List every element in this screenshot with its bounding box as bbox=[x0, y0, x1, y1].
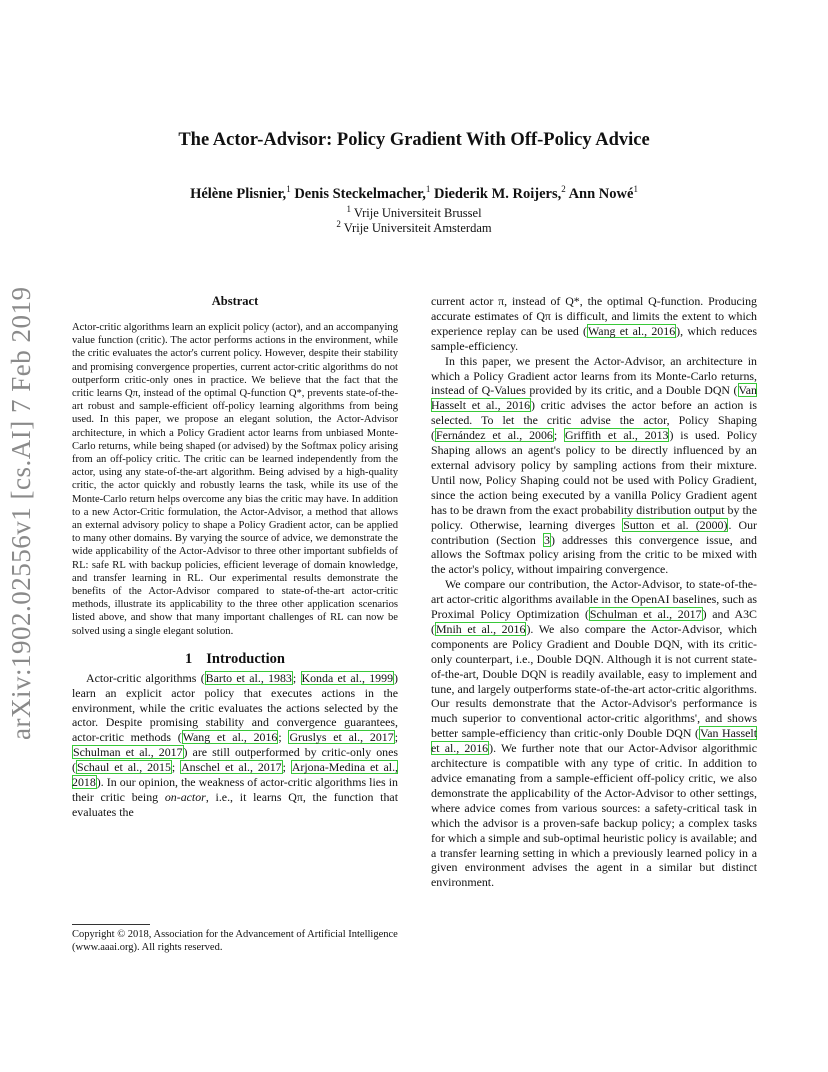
author-name: Diederik M. Roijers, bbox=[434, 185, 562, 202]
author-affiliation-mark: 1 bbox=[633, 184, 638, 194]
citation-link[interactable]: Mnih et al., 2016 bbox=[435, 621, 526, 636]
intro-paragraph: We compare our contribution, the Actor-Advisor, to state-of-the-art actor-critic algorithms available in the OpenAI baselines, such as Proximal Policy Optimization (Schulman et al., 2017) and A3C (Mnih et al., 2016). We also compare the Actor-Advisor, which components are Policy Gradient and Double DQN, with its critic-only counterpart, i.e., Double DQN. Although it is not current state-of-the-art, Double DQN is readily available, easy to implement and tune, and largely outperforms state-of-the-art actor-critic algorithms. Our results demonstrate that the Actor-Advisor's performance is much superior to conventional actor-critic algorithms', and shows better sample-efficiency than critic-only Double DQN (Van Hasselt et al., 2016). We further note that our Actor-Advisor algorithmic architecture is compatible with any type of critic. In addition to advice emanating from a sample-efficient off-policy critic, we also demonstrate the applicability of the Actor-Advisor to other settings, where advice comes from various sources: a safety-critical task in which the advisor is a proven-safe backup policy; a complex tasks for which a simple and sub-optimal heuristic policy is available; and a transfer learning setting in which a previously learned policy in a given environment advises the agent in a similar but distinct environment. bbox=[431, 577, 758, 890]
intro-paragraph-continued: current actor π, instead of Q*, the optimal Q-function. Producing accurate estimates of Qπ is difficult, and limits the extent to which experience replay can be used (Wang et al., 2016), which reduces sample-efficiency. bbox=[431, 294, 757, 353]
citation-link[interactable]: Sutton et al. (2000) bbox=[623, 517, 728, 532]
citation-link[interactable]: Schaul et al., 2015 bbox=[76, 760, 171, 775]
author-name: Denis Steckelmacher, bbox=[294, 185, 426, 202]
citation-link[interactable]: Konda et al., 1999 bbox=[301, 670, 394, 685]
section-number: 1 bbox=[185, 650, 193, 667]
citation-link[interactable]: Schulman et al., 2017 bbox=[73, 745, 183, 760]
copyright-footnote: Copyright © 2018, Association for the Advancement of Artificial Intelligence (www.aaai.org). All rights reserved. bbox=[72, 929, 398, 953]
citation-link[interactable]: Wang et al., 2016 bbox=[588, 323, 676, 338]
affiliation bbox=[90, 219, 738, 236]
affiliation-mark: 1 bbox=[346, 204, 351, 214]
author-name: Ann Nowé bbox=[568, 185, 634, 202]
citation-link[interactable]: Anschel et al., 2017 bbox=[181, 760, 282, 775]
citation-link[interactable]: Arjona-Medina et al., 2018 bbox=[72, 760, 399, 790]
affiliation-name: Vrije Universiteit Brussel bbox=[353, 206, 482, 221]
affiliation-mark: 2 bbox=[336, 219, 341, 229]
citation-link[interactable]: Gruslys et al., 2017 bbox=[289, 730, 394, 745]
intro-paragraph: In this paper, we present the Actor-Advisor, an architecture in which a Policy Gradient actor learns from its Monte-Carlo returns, instead of Q-Values provided by its critic, and a Double DQN (Van Hasselt et al., 2016) critic advises the actor before an action is selected. To let the critic advise the actor, Policy Shaping (Fernández et al., 2006; Griffith et al., 2013) is used. Policy Shaping allows an agent's policy to be directly influenced by an external advisory policy by sampling actions from their mixture. Until now, Policy Shaping could not be used with Policy Gradient, since the action being executed by a vanilla Policy Gradient agent has to be drawn from the exact probability distribution output by the policy. Otherwise, learning diverges Sutton et al. (2000). Our contribution (Section 3) addresses this convergence issue, and allows the Softmax policy arising from the critic to be mixed with the actor's policy, without impairing convergence. bbox=[431, 353, 758, 577]
affiliation-name: Vrije Universiteit Amsterdam bbox=[343, 221, 492, 236]
author-list bbox=[90, 184, 738, 203]
section-title: Introduction bbox=[206, 650, 285, 667]
author-affiliation-mark: 2 bbox=[561, 184, 566, 194]
arxiv-identifier: arXiv:1902.02556v1 [cs.AI] 7 Feb 2019 bbox=[6, 286, 36, 740]
author-affiliation-mark: 1 bbox=[425, 184, 431, 194]
footnote-rule bbox=[72, 924, 150, 925]
citation-link[interactable]: Van Hasselt et al., 2016 bbox=[431, 726, 758, 756]
author-name: Hélène Plisnier, bbox=[190, 185, 287, 202]
intro-paragraph: Actor-critic algorithms (Barto et al., 1983; Konda et al., 1999) learn an explicit actor policy that executes actions in the environment, while the critic evaluates the actions selected by the actor. Despite promising stability and convergence guarantees, actor-critic methods (Wang et al., 2016; Gruslys et al., 2017; Schulman et al., 2017) are still outperformed by critic-only ones (Schaul et al., 2015; Anschel et al., 2017; Arjona-Medina et al., 2018). In our opinion, the weakness of actor-critic algorithms lies in their critic being on-actor, i.e., it learns Qπ, the function that evaluates the bbox=[72, 670, 399, 819]
citation-link[interactable]: Griffith et al., 2013 bbox=[565, 428, 669, 443]
citation-link[interactable]: Wang et al., 2016 bbox=[182, 730, 278, 745]
abstract-heading: Abstract bbox=[211, 294, 259, 308]
citation-link[interactable]: Barto et al., 1983 bbox=[205, 670, 292, 685]
paper-title: The Actor-Advisor: Policy Gradient With Off-Policy Advice bbox=[178, 130, 650, 150]
left-column bbox=[72, 294, 398, 820]
citation-link[interactable]: Van Hasselt et al., 2016 bbox=[431, 383, 757, 413]
citation-link[interactable]: Schulman et al., 2017 bbox=[589, 607, 702, 622]
emphasis: on-actor bbox=[164, 789, 206, 804]
citation-link[interactable]: 3 bbox=[543, 532, 550, 547]
citation-link[interactable]: Fernández et al., 2006 bbox=[435, 428, 553, 443]
right-column bbox=[431, 294, 757, 890]
section-heading bbox=[72, 652, 398, 667]
author-affiliation-mark: 1 bbox=[286, 184, 291, 194]
abstract-text: Actor-critic algorithms learn an explicit policy (actor), and an accompanying value function (critic). The actor performs actions in the environment, while the critic evaluates the actor's current policy. However, despite their stability and promising convergence properties, current actor-critic algorithms do not outperform critic-only ones in practice. We believe that the fact that the critic learns Qπ, instead of the optimal Q-function Q*, prevents state-of-the-art robust and sample-efficient off-policy learning algorithms from being used. In this paper, we propose an elegant solution, the Actor-Advisor architecture, in which a Policy Gradient actor learns from unbiased Monte-Carlo returns, while being shaped (or advised) by the Softmax policy arising from an off-policy critic. The critic can be learned independently from the actor, using any state-of-the-art algorithm. Being advised by a high-quality critic, the actor quickly and robustly learns the task, while its use of the Monte-Carlo return helps overcome any bias the critic may have. In addition to a new Actor-Critic formulation, the Actor-Advisor, a method that allows an external advisory policy to shape a Policy Gradient actor, can be applied to many other domains. By varying the source of advice, we demonstrate the wide applicability of the Actor-Advisor to three other important subfields of RL: safe RL with backup policies, efficient leverage of domain knowledge, and transfer learning in RL. Our experimental results demonstrate the benefits of the Actor-Advisor compared to state-of-the-art actor-critic methods, illustrate its applicability to the three other application scenarios listed above, and show that many important challenges of RL can now be solved using a single elegant solution. bbox=[72, 321, 398, 637]
